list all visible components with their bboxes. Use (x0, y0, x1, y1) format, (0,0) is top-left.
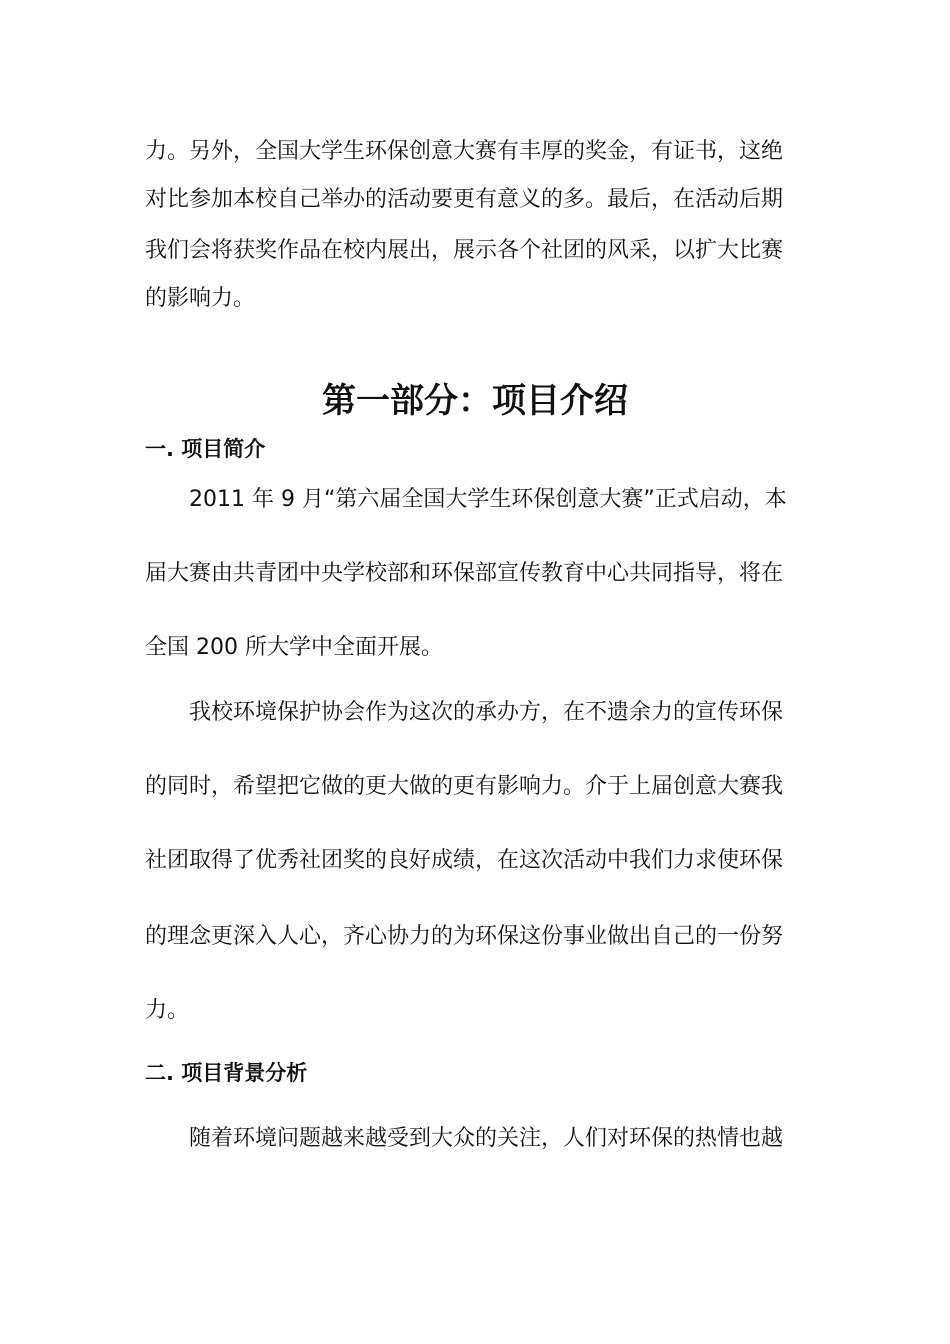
section-1-p2-line-4: 的理念更深入人心，齐心协力的为环保这份事业做出自己的一份努 (145, 924, 784, 949)
section-2-p1-line-1: 随着环境问题越来越受到大众的关注，人们对环保的热情也越 (189, 1126, 784, 1151)
section-1-p2-line-3: 社团取得了优秀社团奖的良好成绩，在这次活动中我们力求使环保 (145, 848, 784, 873)
section-1-p1-line-1: 2011 年 9 月“第六届全国大学生环保创意大赛”正式启动，本 (189, 487, 787, 512)
intro-line-4: 的影响力。 (145, 286, 256, 311)
section-1-p1-line-2: 届大赛由共青团中央学校部和环保部宣传教育中心共同指导，将在 (145, 561, 784, 586)
section-1-p2-line-5: 力。 (145, 998, 190, 1023)
section-1-p2-line-1: 我校环境保护协会作为这次的承办方，在不遗余力的宣传环保 (189, 700, 784, 725)
part-title: 第一部分：项目介绍 (322, 381, 628, 421)
section-2-heading: 二. 项目背景分析 (145, 1061, 308, 1085)
section-1-heading: 一. 项目简介 (145, 437, 266, 461)
intro-line-1: 力。另外，全国大学生环保创意大赛有丰厚的奖金，有证书，这绝 (145, 139, 784, 164)
section-1-p2-line-2: 的同时，希望把它做的更大做的更有影响力。介于上届创意大赛我 (145, 774, 784, 799)
section-1-p1-line-3: 全国 200 所大学中全面开展。 (145, 635, 443, 660)
intro-line-2: 对比参加本校自己举办的活动要更有意义的多。最后，在活动后期 (145, 187, 784, 212)
intro-line-3: 我们会将获奖作品在校内展出，展示各个社团的风采，以扩大比赛 (145, 238, 784, 263)
